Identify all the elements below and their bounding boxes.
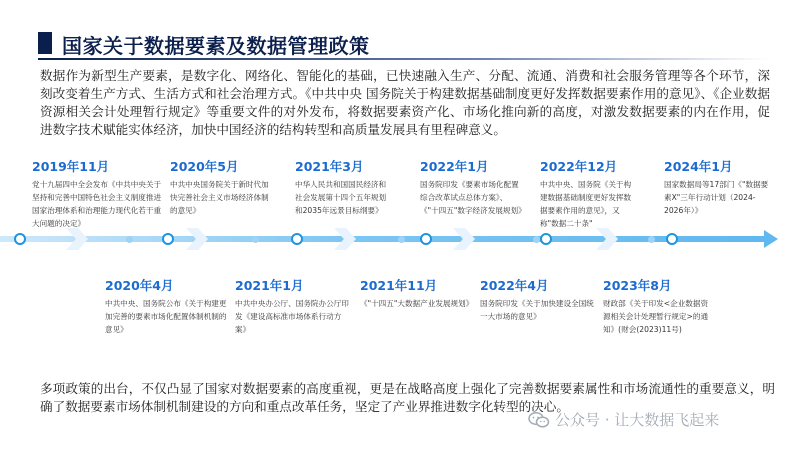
event-description: 中共中央、国务院公布《关于构建更加完善的要素市场化配置体制机制的意见》 [105, 299, 227, 334]
timeline-event-bottom [360, 276, 472, 310]
timeline-node [420, 233, 432, 245]
timeline-event-bottom [603, 276, 715, 336]
timeline-event-bottom [235, 276, 350, 336]
page-title: 国家关于数据要素及数据管理政策 [62, 34, 370, 58]
event-date: 2022年1月 [420, 159, 489, 174]
timeline-node [540, 233, 552, 245]
event-description: 国务院印发《要素市场化配置综合改革试点总体方案》、《"十四五"数字经济发展规划》 [420, 180, 526, 215]
event-date: 2022年12月 [540, 159, 618, 174]
event-date: 2020年4月 [105, 278, 174, 293]
timeline-node [648, 236, 655, 243]
event-description: 中共中央、国务院《关于构建数据基础制度更好发挥数据要素作用的意见》，又称"数据二十条" [540, 180, 632, 228]
timeline-event-top [295, 157, 393, 217]
event-description: 中共中央国务院关于新时代加快完善社会主义市场经济体制的意见》 [170, 180, 269, 215]
timeline-node [398, 236, 405, 243]
timeline-event-top [32, 157, 162, 230]
intro-paragraph: 数据作为新型生产要素，是数字化、网络化、智能化的基础，已快速融入生产、分配、流通、消费和社会服务管理等各个环节，深刻改变着生产方式、生活方式和社会治理方式。《中共中央 国务院关于构建数据基础制度更好发挥数据要素作用的意见》、《企业数据资源相关会计处理暂行规定》等重要文件的对外发布，将数据要素资产化、市场化推向新的高度，对激发数据要素的内在作用，促进数字技术赋能实体经济，加快中国经济的结构转型和高质量发展具有里程碑意义。 [40, 68, 770, 137]
event-date: 2022年4月 [480, 278, 549, 293]
timeline-node [291, 233, 303, 245]
event-date: 2020年5月 [170, 159, 239, 174]
watermark [528, 409, 719, 430]
conclusion-paragraph: 多项政策的出台，不仅凸显了国家对数据要素的高度重视，更是在战略高度上强化了完善数据要素属性和市场流通性的重要意义，明确了数据要素市场体制机制建设的方向和重点改革任务，坚定了产业界推进数字化转型的决心。 [40, 381, 775, 414]
timeline-node [162, 233, 174, 245]
timeline-node [126, 236, 133, 243]
event-date: 2021年1月 [235, 278, 304, 293]
timeline-node [666, 233, 678, 245]
event-date: 2023年8月 [603, 278, 672, 293]
timeline-event-bottom [480, 276, 598, 323]
event-date: 2024年1月 [664, 159, 733, 174]
timeline-event-top [540, 157, 638, 230]
event-date: 2021年11月 [360, 278, 438, 293]
event-description: 财政部《关于印发<企业数据资源相关会计处理暂行规定>的通知》(财会(2023)11号) [603, 299, 709, 334]
event-description: 国家数据局等17部门《"数据要素X"三年行动计划（2024-2026年）》 [664, 180, 769, 215]
timeline-event-top [170, 157, 276, 217]
timeline-node [533, 236, 540, 243]
title-accent-bar [38, 32, 52, 54]
event-description: 中华人民共和国国民经济和社会发展第十四个五年规划和2035年远景目标纲要》 [295, 180, 387, 215]
timeline-node [14, 233, 26, 245]
title-underline [38, 58, 768, 60]
watermark-text: 公众号 · 让大数据飞起来 [555, 411, 720, 429]
event-description: 中共中央办公厅、国务院办公厅印发《建设高标准市场体系行动方案》 [235, 299, 349, 334]
event-date: 2019年11月 [32, 159, 110, 174]
timeline-event-top [664, 157, 774, 217]
event-description: 《"十四五"大数据产业发展规划》 [360, 299, 474, 308]
timeline-event-top [420, 157, 526, 217]
timeline-event-bottom [105, 276, 230, 336]
timeline-node [252, 236, 259, 243]
event-description: 国务院印发《关于加快建设全国统一大市场的意见》 [480, 299, 594, 321]
timeline-arrow-icon [764, 230, 778, 248]
event-description: 党十九届四中全会发布《中共中央关于坚持和完善中国特色社会主义制度推进国家治理体系和治理能力现代化若干重大问题的决定》 [32, 180, 162, 228]
event-date: 2021年3月 [295, 159, 364, 174]
wechat-icon [528, 411, 550, 429]
